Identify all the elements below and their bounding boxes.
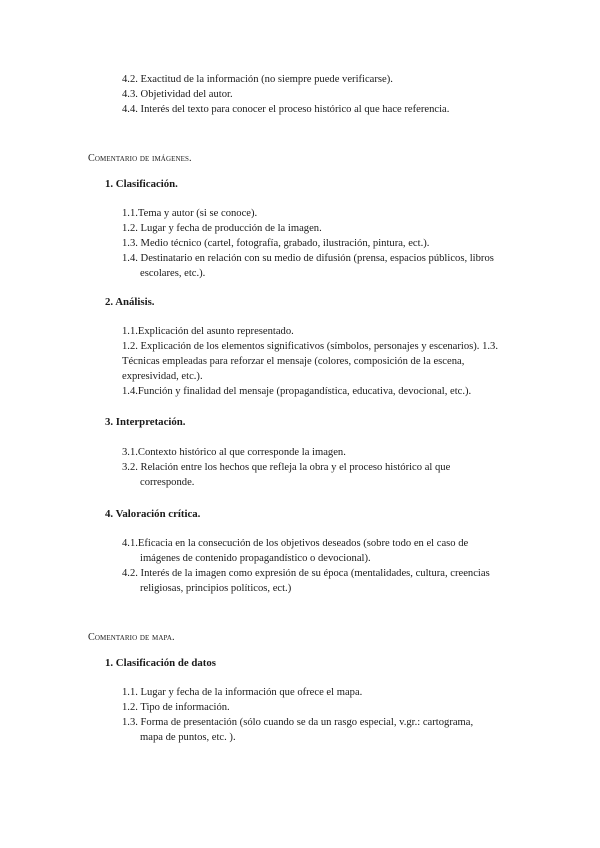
- list-item: 4.1.Eficacia en la consecución de los objetivos deseados (sobre todo en el caso de: [122, 538, 469, 549]
- heading-interpretacion: 3. Interpretación.: [105, 416, 186, 428]
- section-title-mapa: Comentario de mapa.: [88, 632, 175, 643]
- list-item: 1.1. Lugar y fecha de la información que ofrece el mapa.: [122, 687, 363, 698]
- section-title-imagenes: Comentario de imágenes.: [88, 153, 192, 164]
- list-item: 1.4.Función y finalidad del mensaje (propagandística, educativa, devocional, etc.).: [122, 386, 472, 397]
- list-item: 4.4. Interés del texto para conocer el proceso histórico al que hace referencia.: [122, 104, 450, 115]
- list-item: 1.2. Explicación de los elementos significativos (símbolos, personajes y escenarios). 1.3.: [122, 341, 498, 352]
- list-item: 1.3. Medio técnico (cartel, fotografía, grabado, ilustración, pintura, ect.).: [122, 238, 430, 249]
- list-item: 4.2. Interés de la imagen como expresión de su época (mentalidades, cultura, creencias: [122, 568, 490, 579]
- list-item: 1.3. Forma de presentación (sólo cuando se da un rasgo especial, v.gr.: cartograma,: [122, 717, 474, 728]
- heading-valoracion: 4. Valoración crítica.: [105, 508, 201, 520]
- heading-clasificacion: 1. Clasificación.: [105, 178, 178, 190]
- list-item-continuation: imágenes de contenido propagandístico o devocional).: [140, 553, 371, 564]
- list-item: 1.2. Lugar y fecha de producción de la imagen.: [122, 223, 322, 234]
- list-item: 1.1.Explicación del asunto representado.: [122, 326, 294, 337]
- list-item: 1.1.Tema y autor (si se conoce).: [122, 208, 258, 219]
- heading-analisis: 2. Análisis.: [105, 296, 155, 308]
- list-item-continuation: Técnicas empleadas para reforzar el mensaje (colores, composición de la escena,: [122, 356, 465, 367]
- list-item: 3.1.Contexto histórico al que corresponde la imagen.: [122, 447, 346, 458]
- list-item: 1.2. Tipo de información.: [122, 702, 230, 713]
- list-item-continuation: expresividad, etc.).: [122, 371, 203, 382]
- list-item-continuation: corresponde.: [140, 477, 195, 488]
- list-item: 3.2. Relación entre los hechos que refleja la obra y el proceso histórico al que: [122, 462, 451, 473]
- heading-clasificacion-datos: 1. Clasificación de datos: [105, 657, 216, 669]
- list-item-continuation: mapa de puntos, etc. ).: [140, 732, 236, 743]
- list-item-continuation: escolares, etc.).: [140, 268, 206, 279]
- list-item: 4.3. Objetividad del autor.: [122, 89, 233, 100]
- list-item: 1.4. Destinatario en relación con su medio de difusión (prensa, espacios públicos, libros: [122, 253, 494, 264]
- list-item: 4.2. Exactitud de la información (no siempre puede verificarse).: [122, 74, 393, 85]
- list-item-continuation: religiosas, principios políticos, ect.): [140, 583, 292, 594]
